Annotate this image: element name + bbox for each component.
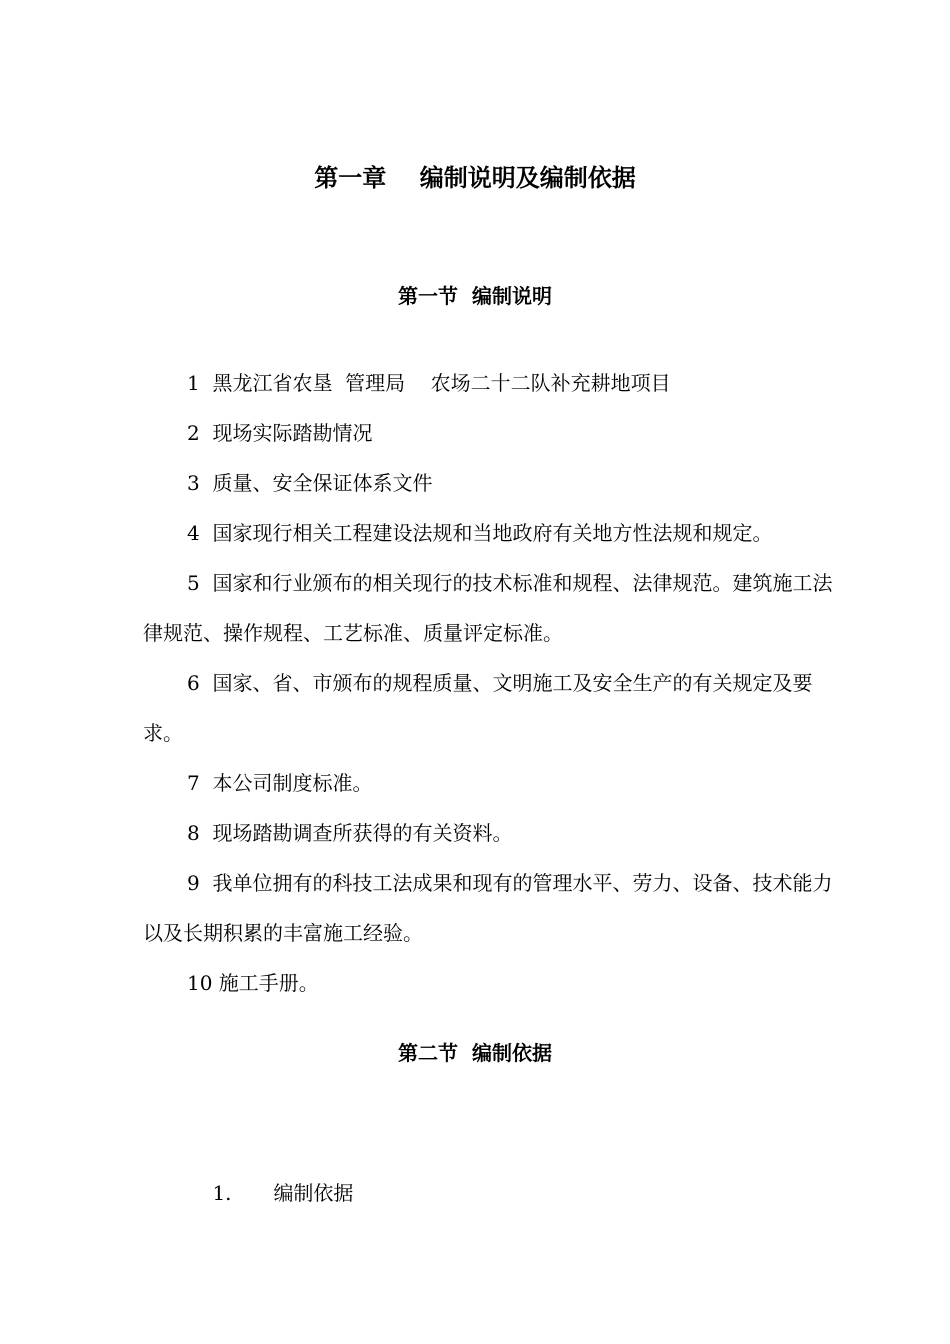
list-item: 10 施工手册。 <box>187 971 319 995</box>
list-item: 9 我单位拥有的科技工法成果和现有的管理水平、劳力、设备、技术能力以及长期积累的丰富施工经验。 <box>143 871 833 945</box>
list-item-text: 编制依据 <box>273 1181 354 1205</box>
list-item: 2 现场实际踏勘情况 <box>187 421 373 445</box>
list-item: 5 国家和行业颁布的相关现行的技术标准和规程、法律规范。建筑施工法律规范、操作规程、工艺标准、质量评定标准。 <box>143 571 833 645</box>
list-item: 4 国家现行相关工程建设法规和当地政府有关地方性法规和规定。 <box>187 521 773 545</box>
section1-body <box>143 358 833 1008</box>
list-item: 7 本公司制度标准。 <box>187 771 373 795</box>
section2-list <box>187 1118 353 1268</box>
section-title-1: 第一节 编制说明 <box>398 284 552 308</box>
chapter-title: 第一章 编制说明及编制依据 <box>314 163 636 192</box>
list-item: 3 质量、安全保证体系文件 <box>187 471 433 495</box>
list-item: 1 黑龙江省农垦 管理局 农场二十二队补充耕地项目 <box>187 371 671 395</box>
section-title-2: 第二节 编制依据 <box>398 1041 552 1065</box>
list-item: 6 国家、省、市颁布的规程质量、文明施工及安全生产的有关规定及要求。 <box>143 671 813 745</box>
list-item-number: 1. <box>212 1181 232 1205</box>
list-item: 8 现场踏勘调查所获得的有关资料。 <box>187 821 513 845</box>
